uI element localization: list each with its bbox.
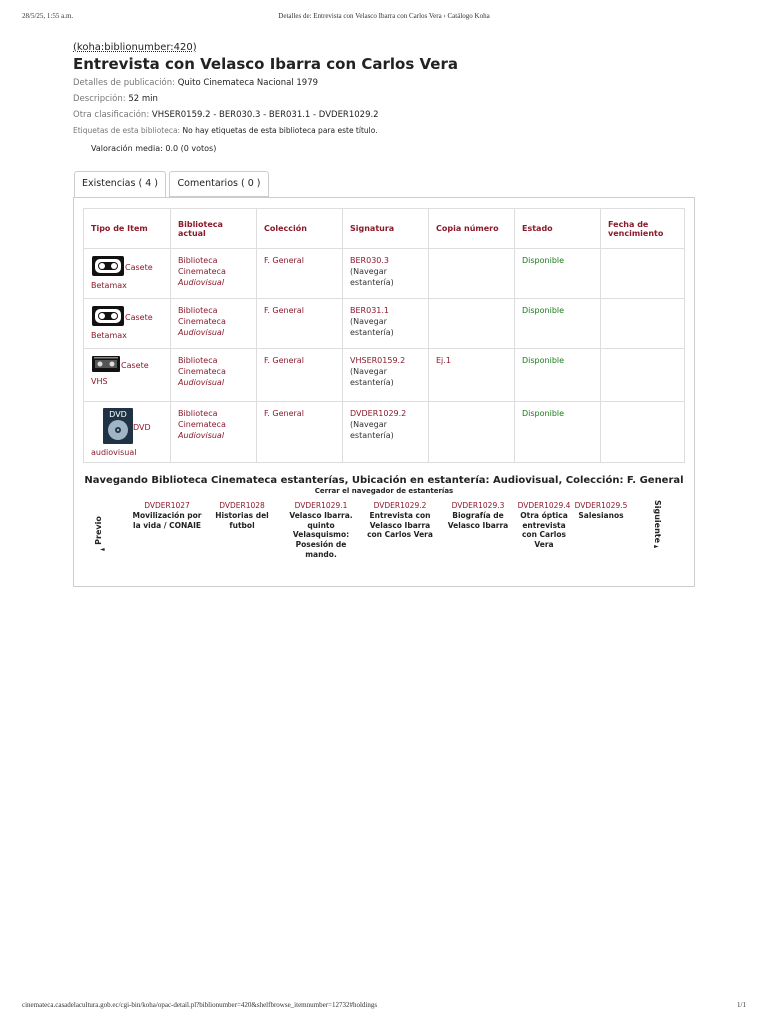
tab-holdings[interactable]: Existencias ( 4 ) [74,171,166,197]
table-header-row [84,209,685,249]
record-title: Entrevista con Velasco Ibarra con Carlos Vera [73,55,458,73]
item-type-cell [84,249,171,299]
print-url: cinemateca.casadelacultura.gob.ec/cgi-bin/koha/opac-detail.pl?biblionumber=420&shelfbrowse_itemnumber=12732#holdings [22,1001,378,1009]
table-row [84,349,685,402]
publication-label: Detalles de publicación: [73,78,175,88]
tags-label: Etiquetas de esta biblioteca: [73,126,181,135]
print-page-title: Detalles de: Entrevista con Velasco Ibarra con Carlos Vera › Catálogo Koha [278,12,490,20]
collection-cell: F. General [257,349,343,402]
shelf-item[interactable] [516,501,572,550]
library-cell [171,299,257,349]
shelf-item-code[interactable]: DVDER1029.5 [574,501,628,510]
shelving-location: Audiovisual [178,328,225,337]
shelf-item[interactable] [285,501,357,560]
other-classification [73,109,695,121]
biblionumber: (koha:biblionumber:420) [73,42,197,53]
copy-number-cell [429,249,515,299]
item-type-label: Casete Betamax [91,263,153,290]
shelf-previous-button[interactable] [93,508,110,558]
description-label: Descripción: [73,94,126,104]
dvd-icon [103,408,133,447]
due-date-cell [601,402,685,463]
shelf-next-button[interactable] [650,499,664,559]
col-call-number[interactable]: Signatura [343,209,429,249]
svg-text:DVD: DVD [109,410,127,419]
table-row [84,249,685,299]
shelving-location: Audiovisual [178,378,225,387]
call-number-link[interactable]: VHSER0159.2 [350,356,406,365]
shelf-item-code[interactable]: DVDER1029.1 [294,501,348,510]
print-datetime: 28/5/25, 1:55 a.m. [22,12,74,20]
copy-number-cell [429,299,515,349]
betamax-icon [91,255,125,280]
status-cell: Disponible [515,349,601,402]
shelf-item-title[interactable]: Entrevista con Velasco Ibarra con Carlos Vera [367,510,433,540]
shelf-item-code[interactable]: DVDER1029.4 [517,501,571,510]
average-rating: Valoración media: 0.0 (0 votos) [91,144,217,153]
call-number-link[interactable]: BER031.1 [350,306,390,315]
collection-cell: F. General [257,299,343,349]
shelving-location: Audiovisual [178,278,225,287]
other-classification-label: Otra clasificación: [73,110,150,120]
library-name[interactable]: Biblioteca Cinemateca [178,256,226,276]
due-date-cell [601,299,685,349]
shelf-item-code[interactable]: DVDER1029.2 [373,501,427,510]
col-current-library[interactable]: Biblioteca actual [171,209,257,249]
due-date-cell [601,249,685,299]
col-copy-number[interactable]: Copia número [429,209,515,249]
tab-comments[interactable]: Comentarios ( 0 ) [169,171,269,197]
shelf-item[interactable] [129,501,205,530]
status-cell: Disponible [515,299,601,349]
col-collection[interactable]: Colección [257,209,343,249]
collection-cell: F. General [257,402,343,463]
col-due-date[interactable]: Fecha de vencimiento [601,209,685,249]
copy-number-cell: Ej.1 [429,349,515,402]
col-item-type[interactable]: Tipo de Item [84,209,171,249]
other-classification-value: VHSER0159.2 - BER030.3 - BER031.1 - DVDER1029.2 [151,110,379,120]
shelf-item-code[interactable]: DVDER1029.3 [451,501,505,510]
library-name[interactable]: Biblioteca Cinemateca [178,356,226,376]
collection-cell: F. General [257,249,343,299]
chevron-left-icon: ◄ [100,546,105,553]
shelf-browser-title: Navegando Biblioteca Cinemateca estanterías, Ubicación en estantería: Audiovisual, Colección: F. General [84,475,684,486]
vhs-icon [91,355,121,376]
library-tags [73,125,695,137]
item-type-cell [84,402,171,463]
col-status[interactable]: Estado [515,209,601,249]
shelf-item-title[interactable]: Movilización por la vida / CONAIE [132,510,202,530]
shelf-item-title[interactable]: Biografía de Velasco Ibarra [447,510,509,530]
print-page-number: 1/1 [737,1001,746,1009]
item-type-cell [84,349,171,402]
next-label: Siguiente [653,499,663,544]
library-cell [171,402,257,463]
browse-shelf-link[interactable]: (Navegar estantería) [350,317,394,337]
shelf-item-code[interactable]: DVDER1027 [144,501,190,510]
item-type-label: Casete Betamax [91,313,153,340]
status-cell: Disponible [515,249,601,299]
publication-value: Quito Cinemateca Nacional 1979 [177,78,319,88]
shelf-item[interactable] [574,501,628,521]
call-number-cell [343,299,429,349]
shelf-item-title[interactable]: Otra óptica entrevista con Carlos Vera [520,510,568,550]
copy-number-cell [429,402,515,463]
call-number-cell [343,249,429,299]
description [73,93,695,105]
betamax-icon [91,305,125,330]
record-detail [73,42,695,559]
holdings-table [83,208,685,463]
browse-shelf-link[interactable]: (Navegar estantería) [350,420,394,440]
publication-details [73,77,695,89]
tags-value: No hay etiquetas de esta biblioteca para este título. [182,126,378,135]
item-type-label: Casete VHS [91,361,149,386]
library-name[interactable]: Biblioteca Cinemateca [178,409,226,429]
table-row [84,299,685,349]
shelf-item-title[interactable]: Velasco Ibarra. quinto Velasquismo: Posesión de mando. [289,510,353,559]
item-type-cell [84,299,171,349]
library-cell [171,249,257,299]
holdings-panel [73,197,695,587]
chevron-right-icon: ► [654,543,659,550]
table-row [84,402,685,463]
library-name[interactable]: Biblioteca Cinemateca [178,306,226,326]
item-type-label: DVD audiovisual [91,423,151,457]
library-cell [171,349,257,402]
call-number-cell [343,349,429,402]
status-cell: Disponible [515,402,601,463]
call-number-cell [343,402,429,463]
shelving-location: Audiovisual [178,431,225,440]
shelf-item[interactable] [364,501,436,540]
shelf-item-title[interactable]: Historias del futbol [215,510,269,530]
shelf-item-code[interactable]: DVDER1028 [219,501,265,510]
shelf-item-title[interactable]: Salesianos [578,510,624,520]
description-value: 52 min [128,94,158,104]
shelf-item[interactable] [441,501,515,530]
close-shelf-browser-link[interactable]: Cerrar el navegador de estanterías [314,487,454,495]
shelf-item[interactable] [210,501,274,530]
call-number-link[interactable]: BER030.3 [350,256,390,265]
browse-shelf-link[interactable]: (Navegar estantería) [350,367,394,387]
due-date-cell [601,349,685,402]
browse-shelf-link[interactable]: (Navegar estantería) [350,267,394,287]
call-number-link[interactable]: DVDER1029.2 [350,409,407,418]
previous-label: Previo [93,516,103,545]
